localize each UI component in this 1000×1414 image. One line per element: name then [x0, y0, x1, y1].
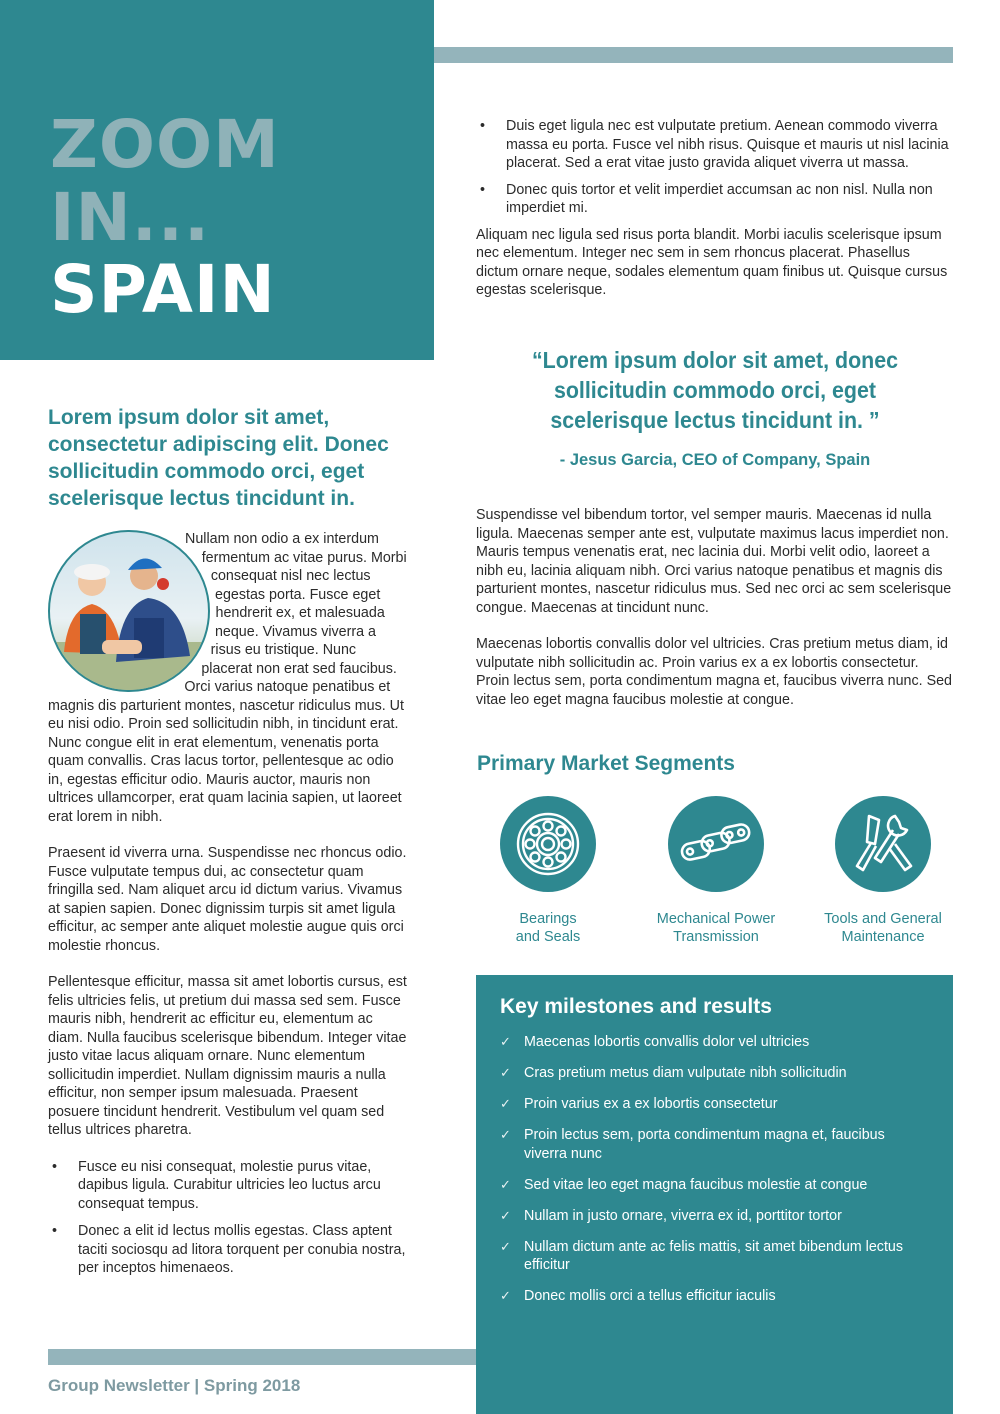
left-body-paragraph: Praesent id viverra urna. Suspendisse nec rhoncus odio. Fusce vulputate tempus dui, ac consectetur quam fringilla sed. Nam aliquet arcu id dictum varius. Vivamus at sapien sapien. Donec dignissim turpis sit amet ligula efficitur, ac semper ante aliquet molestie augue quis orci molestie rhoncus. — [48, 845, 407, 954]
tools-icon — [835, 796, 931, 892]
check-icon: ✓ — [500, 1096, 511, 1111]
list-item: ✓ Sed vitae leo eget magna faucibus molestie at congue — [500, 1176, 868, 1193]
list-item: ✓ Cras pretium metus diam vulputate nibh sollicitudin — [500, 1065, 847, 1081]
lead-paragraph: Lorem ipsum dolor sit amet, consectetur adipiscing elit. Donec sollicitudin commodo orci, eget scelerisque lectus tincidunt in. — [48, 406, 389, 510]
right-body-paragraph: Maecenas lobortis convallis dolor vel ultricies. Cras pretium metus diam, id vulputate nibh sollicitudin ac. Proin varius ex a ex lobortis consectetur. Proin lectus sem, porta condimentum magna et, faucibus viverra nunc. Sed vitae leo eget magna faucibus molestie at congue. — [476, 636, 953, 708]
left-bullet-list — [48, 1158, 410, 1278]
hero-line-in: IN... — [50, 179, 211, 256]
check-icon: ✓ — [500, 1207, 511, 1223]
segment-tools-maintenance — [803, 796, 963, 946]
quote-text: “Lorem ipsum dolor sit amet, donec sollicitudin commodo orci, eget scelerisque lectus tincidunt in. ” — [531, 347, 899, 433]
milestones-panel — [476, 975, 953, 1414]
bullet-icon: • — [480, 181, 486, 198]
left-body-paragraph: Nullam non odio a ex interdum fermentum ac vitae purus. Morbi consequat nisl nec lectus egestas porta. Fusce eget hendrerit ex, et malesuada neque. Vivamus viverra a risus eu tristique. Nunc placerat non erat sed faucibus. Orci varius natoque penatibus et magnis dis parturient montes, nascetur ridiculus mus. Ut eu nisi odio. Proin sed sollicitudin nibh, in tincidunt erat. Nunc congue elit in erat elementum, venenatis porta quam convallis. Cras lacus tortor, pellentesque ac odio in, egestas efficitur odio. Mauris auctor, mauris non ultrices ullamcorper, erat quam lacinia sapien, ut laoreet erat lorem in nibh. — [48, 531, 407, 825]
segment-power-transmission — [636, 796, 796, 946]
list-item: ✓ Nullam in justo ornare, viverra ex id, porttitor tortor — [500, 1207, 842, 1224]
right-bullet-list — [476, 117, 954, 218]
check-icon: ✓ — [500, 1238, 511, 1254]
hero-banner — [0, 0, 434, 360]
check-icon: ✓ — [500, 1288, 511, 1303]
list-item: • Duis eget ligula nec est vulputate pretium. Aenean commodo viverra massa eu porta. Fusce vel nibh risus. Quisque et mauris ut nisl lacinia placerat. Sed a erat vitae justo gravida aliquet viverra ut massa. — [480, 118, 949, 171]
segments-title: Primary Market Segments — [477, 752, 735, 775]
segment-label: Mechanical Power Transmission — [656, 911, 776, 945]
workers-photo — [48, 530, 210, 692]
segment-bearings — [468, 796, 628, 946]
list-item: • Fusce eu nisi consequat, molestie purus vitae, dapibus ligula. Curabitur ultricies leo luctus arcu consequat tempus. — [52, 1158, 381, 1212]
hero-line-zoom: ZOOM — [50, 106, 280, 183]
bullet-icon: • — [52, 1223, 58, 1239]
bullet-icon: • — [52, 1158, 58, 1175]
segment-label: Bearings and Seals — [515, 911, 581, 945]
check-icon: ✓ — [500, 1034, 511, 1049]
right-intro — [476, 117, 954, 300]
check-icon: ✓ — [500, 1176, 511, 1192]
right-body — [476, 506, 954, 709]
bullet-icon: • — [480, 118, 486, 134]
segment-label: Tools and General Maintenance — [824, 911, 942, 945]
check-icon: ✓ — [500, 1127, 511, 1142]
milestones-title: Key milestones and results — [500, 995, 772, 1018]
hero-line-country: SPAIN — [50, 251, 276, 328]
list-item: • Donec quis tortor et velit imperdiet accumsan ac non nisl. Nulla non imperdiet mi. — [480, 181, 933, 216]
list-item: ✓ Proin varius ex a ex lobortis consectetur — [500, 1096, 778, 1112]
list-item: ✓ Proin lectus sem, porta condimentum magna et, faucibus viverra nunc — [500, 1127, 885, 1162]
chain-icon — [668, 796, 764, 892]
list-item: ✓ Maecenas lobortis convallis dolor vel ultricies — [500, 1034, 810, 1050]
footer-text: Group Newsletter | Spring 2018 — [48, 1376, 301, 1395]
list-item: • Donec a elit id lectus mollis egestas. Class aptent taciti sociosqu ad litora torquent per conubia nostra, per inceptos himenaeos. — [52, 1223, 406, 1276]
milestones-list — [500, 1033, 920, 1318]
quote-attribution: - Jesus Garcia, CEO of Company, Spain — [559, 451, 871, 469]
left-body-paragraph: Pellentesque efficitur, massa sit amet lobortis cursus, est felis ultricies felis, ut pretium dui massa sed sem. Fusce mauris nibh, hendrerit ac efficitur eu, elementum ac diam. Nulla faucibus scelerisque bibendum. Integer vitae justo vitae lacus aliquam ornare. Nunc elementum sollicitudin imperdiet. Nullam dignissim mauris a nulla efficitur, non semper ipsum malesuada. Praesent posuere tincidunt hendrerit. Vestibulum vel quam sed tellus ultrices pharetra. — [48, 974, 407, 1138]
left-body — [48, 530, 410, 1286]
footer-accent-bar — [48, 1349, 476, 1365]
list-item: ✓ Nullam dictum ante ac felis mattis, sit amet bibendum lectus efficitur — [500, 1238, 904, 1273]
check-icon: ✓ — [500, 1065, 511, 1080]
top-accent-bar — [434, 47, 953, 63]
bearing-icon — [500, 796, 596, 892]
right-intro-paragraph: Aliquam nec ligula sed risus porta blandit. Morbi iaculis scelerisque ipsum nec elementum. Integer nec sem in sem rhoncus placerat. Phasellus dictum ornare neque, sodales elementum quam finibus ut. Quisque cursus egestas scelerisque. — [476, 226, 948, 298]
list-item: ✓ Donec mollis orci a tellus efficitur iaculis — [500, 1288, 776, 1304]
pull-quote — [476, 345, 954, 471]
right-body-paragraph: Suspendisse vel bibendum tortor, vel semper mauris. Maecenas id nulla ligula. Maecenas semper ante est, vulputate maximus lacus imperdiet non. Mauris tempus venenatis erat, nec lacinia dui. Morbi velit odio, laoreet a nibh eu, lacinia aliquam nibh. Orci varius natoque penatibus et magnis dis parturient montes, nascetur ridiculus mus. Sed nec orci ac sem scelerisque congue. Maecenas at tincidunt nunc. — [476, 507, 952, 616]
